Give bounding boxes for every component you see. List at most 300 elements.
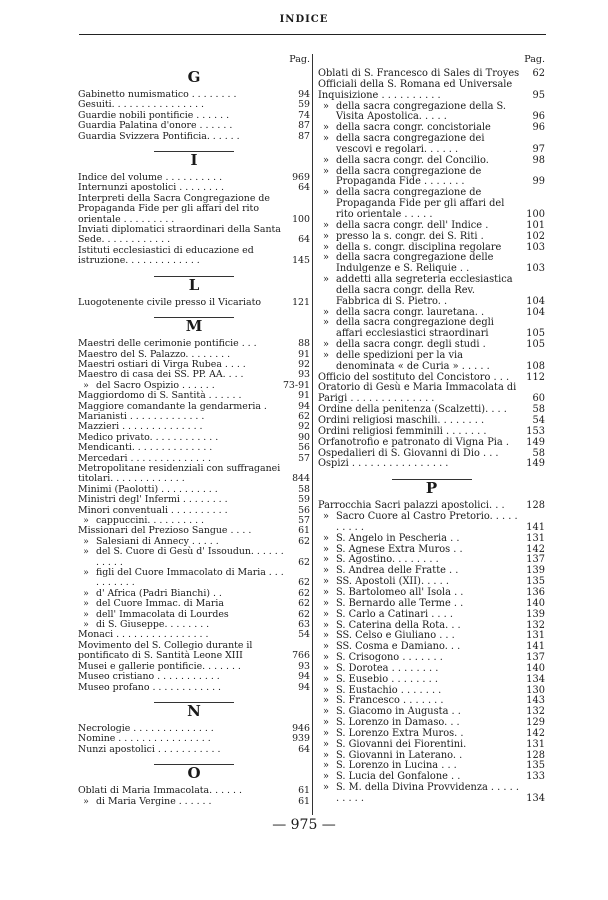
index-entry [78, 683, 310, 693]
section-letter: P [425, 479, 438, 498]
entry-text: di Maria Vergine . . . . . . [96, 795, 212, 807]
entry-page: 132 [526, 706, 545, 718]
entry-text: Museo profano . . . . . . . . . . . . [78, 681, 222, 693]
entry-page: 63 [298, 619, 310, 631]
index-entry [78, 672, 310, 682]
entry-text: SS. Apostoli (XII). . . . . [336, 576, 450, 588]
ditto-mark: » [323, 717, 329, 729]
ditto-mark: » [323, 576, 329, 588]
entry-text: del S. Cuore di Gesù d' Issoudun. . . . . . . . . . . [96, 546, 284, 568]
entry-page: 73-91 [282, 379, 310, 391]
entry-text: Maggiore comandante la gendarmeria . [78, 400, 267, 412]
entry-text: Movimento del S. Collegio durante il pontificato di S. Santità Leone XIII [78, 639, 253, 662]
entry-page: 94 [298, 671, 310, 683]
section-heading [318, 479, 545, 496]
section-letter: N [187, 701, 201, 720]
index-entry [78, 464, 310, 485]
index-entry [318, 102, 545, 124]
entry-page: 139 [526, 608, 545, 620]
index-entry [78, 298, 310, 308]
entry-text: Maggiordomo di S. Santità . . . . . . [78, 390, 242, 402]
entry-page: 104 [526, 295, 545, 307]
entry-text: Mazzieri . . . . . . . . . . . . . . [78, 421, 203, 433]
index-entry [318, 351, 545, 373]
entry-text: S. Angelo in Pescheria . . [336, 532, 460, 544]
ditto-mark: » [323, 511, 329, 523]
entry-page: 153 [526, 425, 545, 437]
entry-text: Ordini religiosi maschili. . . . . . . . [318, 415, 485, 426]
ditto-mark: » [323, 565, 329, 577]
entry-page: 61 [298, 525, 310, 537]
ditto-mark: » [323, 608, 329, 620]
pag-label-left: Pag. [289, 54, 310, 65]
entry-text: Interpreti della Sacra Congregazione de Propaganda Fide per gli affari del rito orientale . . . . . . . . . [78, 192, 270, 225]
entry-text: S. Bernardo alle Terme . . [336, 597, 464, 609]
ditto-mark: » [323, 274, 329, 286]
entry-page: 100 [526, 208, 545, 220]
entry-text: Salesiani di Annecy . . . . . [96, 535, 219, 547]
entry-text: Missionari del Prezioso Sangue . . . . [78, 525, 252, 537]
ditto-mark: » [323, 641, 329, 653]
entry-text: Musei e gallerie pontificie. . . . . . . [78, 660, 241, 672]
entry-page: 939 [292, 733, 310, 745]
entry-page: 64 [298, 182, 310, 194]
index-entry [78, 547, 310, 568]
index-entry [78, 786, 310, 796]
index-entry [318, 512, 545, 534]
entry-page: 64 [298, 743, 310, 755]
index-entry [78, 132, 310, 142]
entry-text: Guardia Palatina d'onore . . . . . . [78, 120, 233, 132]
entry-page: 62 [298, 608, 310, 620]
entry-page: 131 [526, 630, 545, 642]
entry-page: 121 [292, 296, 310, 308]
pag-label-right: Pag. [524, 54, 545, 65]
entry-page: 133 [526, 771, 545, 783]
section-letter: I [190, 151, 198, 170]
entry-text: Guardia Svizzera Pontificia. . . . . . [78, 130, 240, 142]
index-entry [78, 225, 310, 246]
ditto-mark: » [323, 532, 329, 544]
entry-page: 135 [526, 576, 545, 588]
entry-text: S. Lorenzo Extra Muros. . [336, 727, 464, 739]
entry-text: Nomine . . . . . . . . . . . . . . . . [78, 733, 211, 745]
entry-page: 132 [526, 619, 545, 631]
entry-page: 57 [298, 515, 310, 526]
entry-page: 112 [526, 371, 545, 383]
entry-text: Internunzi apostolici . . . . . . . . [78, 182, 224, 194]
entry-text: Officio del sostituto del Concistoro . . . [318, 371, 510, 383]
entry-text: S. Bartolomeo all' Isola . . [336, 586, 464, 598]
entry-text: Minimi (Paolotti) . . . . . . . . . . [78, 483, 218, 495]
ditto-mark: » [83, 515, 89, 526]
entry-text: Maestri ostiari di Virga Rubea . . . . [78, 358, 246, 370]
entry-page: 141 [526, 641, 545, 653]
entry-page: 57 [298, 452, 310, 464]
entry-text: della sacra congr. lauretana. . [336, 306, 485, 318]
ditto-mark: » [323, 662, 329, 674]
index-entry [318, 740, 545, 751]
entry-page: 91 [298, 390, 310, 402]
entry-page: 102 [526, 230, 545, 242]
entry-text: S. Francesco . . . . . . . [336, 695, 444, 707]
entry-text: della sacra congregazione dei vescovi e regolari. . . . . . [336, 133, 485, 155]
entry-page: 94 [298, 400, 310, 412]
entry-page: 136 [526, 586, 545, 598]
ditto-mark: » [323, 230, 329, 242]
entry-page: 62 [298, 587, 310, 599]
entry-page: 58 [532, 447, 545, 459]
ditto-mark: » [323, 695, 329, 707]
column-divider [312, 54, 313, 815]
entry-text: cappuccini. . . . . . . . . . [96, 515, 205, 526]
index-entry [318, 534, 545, 545]
ditto-mark: » [323, 652, 329, 664]
entry-text: della sacra congregazione de Propaganda Fide per gli affari del rito orientale . . . . . [336, 187, 505, 220]
entry-page: 137 [526, 554, 545, 566]
right-column [318, 55, 545, 805]
ditto-mark: » [323, 154, 329, 166]
entry-text: S. Carlo a Catinari . . . . [336, 608, 453, 620]
entry-text: Indice del volume . . . . . . . . . . [78, 172, 223, 184]
entry-text: Oratorio di Gesù e Maria Immacolata di Parigi . . . . . . . . . . . . . . [318, 382, 517, 405]
entry-page: 88 [298, 338, 310, 350]
ditto-mark: » [323, 165, 329, 177]
entry-text: SS. Celso e Giuliano . . . [336, 630, 455, 642]
ditto-mark: » [323, 630, 329, 642]
index-entry [318, 318, 545, 340]
ditto-mark: » [323, 706, 329, 718]
section-letter: L [188, 275, 200, 294]
ditto-mark: » [323, 252, 329, 264]
entry-text: S. Giacomo in Augusta . . [336, 706, 461, 718]
entry-page: 97 [532, 143, 545, 155]
ditto-mark: » [323, 241, 329, 253]
ditto-mark: » [83, 379, 89, 391]
entry-page: 61 [298, 785, 310, 797]
entry-text: Guardie nobili pontificie . . . . . . [78, 109, 230, 121]
entry-page: 59 [298, 99, 310, 111]
entry-page: 64 [298, 234, 310, 246]
entry-page: 134 [526, 673, 545, 685]
entry-text: Metropolitane residenziali con suffraganei titolari. . . . . . . . . . . . . [78, 462, 281, 485]
entry-text: Ministri degl' Infermi . . . . . . . . [78, 494, 228, 506]
entry-text: Necrologie . . . . . . . . . . . . . . [78, 722, 214, 734]
entry-text: della s. congr. disciplina regolare [336, 241, 502, 253]
entry-page: 103 [526, 241, 545, 253]
entry-text: S. M. della Divina Provvidenza . . . . . . . . . . [336, 782, 519, 804]
entry-page: 946 [292, 722, 310, 734]
index-entry [78, 391, 310, 401]
ditto-mark: » [83, 598, 89, 610]
ditto-mark: » [323, 760, 329, 772]
entry-text: S. Agnese Extra Muros . . [336, 543, 463, 555]
index-entry [318, 438, 545, 449]
ditto-mark: » [323, 597, 329, 609]
entry-page: 95 [532, 89, 545, 101]
entry-page: 92 [298, 358, 310, 370]
entry-text: Gesuiti. . . . . . . . . . . . . . . . [78, 99, 205, 111]
ditto-mark: » [323, 317, 329, 329]
entry-text: S. Lorenzo in Lucina . . . [336, 760, 457, 772]
entry-page: 131 [526, 532, 545, 544]
entry-text: S. Eustachio . . . . . . . [336, 684, 442, 696]
section-heading [78, 151, 310, 168]
entry-page: 61 [298, 795, 310, 807]
entry-page: 135 [526, 760, 545, 772]
entry-page: 94 [298, 89, 310, 100]
index-entry [318, 188, 545, 221]
entry-text: Orfanotrofio e patronato di Vigna Pia . [318, 436, 509, 448]
entry-page: 142 [526, 543, 545, 555]
ditto-mark: » [323, 100, 329, 112]
entry-page: 130 [526, 684, 545, 696]
section-heading [78, 69, 310, 85]
index-entry [318, 167, 545, 189]
entry-page: 94 [298, 681, 310, 693]
entry-text: addetti alla segreteria ecclesiastica della sacra congr. della Rev. Fabbrica di S. Pietro. . [336, 274, 513, 307]
index-entry [78, 568, 310, 589]
entry-page: 93 [298, 369, 310, 381]
ditto-mark: » [323, 684, 329, 696]
ditto-mark: » [83, 608, 89, 620]
entry-text: della sacra congr. concistoriale [336, 122, 491, 134]
ditto-mark: » [323, 122, 329, 134]
index-entry [318, 275, 545, 308]
entry-page: 98 [532, 154, 545, 166]
ditto-mark: » [323, 738, 329, 750]
entry-text: presso la s. congr. dei S. Riti . [336, 230, 484, 242]
section-heading [78, 276, 310, 293]
entry-text: S. Andrea delle Fratte . . [336, 565, 459, 577]
entry-page: 103 [526, 263, 545, 275]
ditto-mark: » [323, 349, 329, 361]
ditto-mark: » [323, 543, 329, 555]
index-entry [78, 443, 310, 453]
entry-text: della sacra congr. degli studi . [336, 339, 486, 351]
entry-page: 104 [526, 306, 545, 318]
entry-text: Oblati di S. Francesco di Sales di Troyes [318, 68, 520, 79]
entry-text: Minori conventuali . . . . . . . . . . [78, 504, 228, 516]
ditto-mark: » [323, 133, 329, 145]
index-entry [318, 156, 545, 167]
entry-page: 58 [532, 404, 545, 416]
entry-text: figli del Cuore Immacolato di Maria . . . . . . . . . . [96, 567, 284, 589]
entry-page: 134 [526, 793, 545, 804]
running-header: INDICE [279, 14, 329, 25]
entry-page: 54 [532, 415, 545, 426]
entry-page: 105 [526, 328, 545, 340]
entry-page: 766 [292, 650, 310, 662]
index-entry [318, 134, 545, 156]
entry-text: Officiali della S. Romana ed Universale Inquisizione . . . . . . . . . . [318, 78, 513, 101]
entry-page: 93 [298, 660, 310, 672]
entry-page: 90 [298, 431, 310, 443]
entry-text: Medico privato. . . . . . . . . . . . [78, 431, 219, 443]
ditto-mark: » [323, 673, 329, 685]
entry-page: 96 [532, 122, 545, 134]
entry-page: 137 [526, 652, 545, 664]
entry-page: 62 [298, 410, 310, 422]
index-entry [318, 232, 545, 243]
entry-page: 62 [298, 535, 310, 547]
ditto-mark: » [323, 187, 329, 199]
entry-text: del Sacro Ospizio . . . . . . [96, 379, 215, 391]
entry-text: S. Caterina della Rota. . . [336, 619, 461, 631]
entry-text: del Cuore Immac. di Maria [96, 598, 224, 610]
entry-page: 143 [526, 695, 545, 707]
entry-text: della sacra congr. del Concilio. [336, 154, 489, 166]
entry-text: Luogotenente civile presso il Vicariato [78, 296, 262, 308]
entry-text: Parrocchia Sacri palazzi apostolici. . . [318, 500, 505, 512]
index-entry [318, 783, 545, 805]
index-entry [78, 641, 310, 662]
entry-page: 62 [298, 598, 310, 610]
entry-page: 128 [526, 500, 545, 512]
entry-text: Sacro Cuore al Castro Pretorio. . . . . . . . . . [336, 511, 518, 533]
entry-page: 74 [298, 109, 310, 121]
header-rule [79, 34, 546, 35]
entry-page: 128 [526, 749, 545, 761]
entry-page: 62 [298, 577, 310, 589]
left-column [78, 55, 310, 807]
index-entry [78, 797, 310, 807]
entry-page: 141 [526, 521, 545, 533]
entry-page: 54 [298, 629, 310, 641]
entry-page: 140 [526, 597, 545, 609]
entry-text: S. Lorenzo in Damaso. . . [336, 717, 460, 729]
entry-page: 87 [298, 120, 310, 132]
entry-page: 108 [526, 360, 545, 372]
entry-text: S. Crisogono . . . . . . . [336, 652, 443, 664]
entry-page: 139 [526, 565, 545, 577]
entry-page: 96 [532, 111, 545, 123]
entry-text: Mercedari . . . . . . . . . . . . . . [78, 452, 211, 464]
entry-page: 105 [526, 339, 545, 351]
entry-page: 100 [292, 213, 310, 225]
entry-text: S. Eusebio . . . . . . . . [336, 673, 439, 685]
entry-text: Ordini religiosi femminili . . . . . . . [318, 425, 487, 437]
section-letter: G [187, 68, 201, 86]
ditto-mark: » [83, 619, 89, 631]
entry-page: 131 [526, 738, 545, 750]
page-number: — 975 — [272, 817, 336, 833]
index-entry [318, 253, 545, 275]
ditto-mark: » [323, 771, 329, 783]
entry-text: della sacra congr. dell' Indice . [336, 219, 489, 231]
section-letter: O [187, 764, 201, 783]
ditto-mark: » [323, 727, 329, 739]
entry-page: 91 [298, 348, 310, 360]
entry-page: 149 [526, 436, 545, 448]
entry-page: 56 [298, 442, 310, 454]
entry-text: Maestri delle cerimonie pontificie . . . [78, 338, 257, 350]
entry-text: della sacra congregazione de Propaganda Fide . . . . . . . [336, 165, 482, 188]
entry-page: 140 [526, 662, 545, 674]
ditto-mark: » [323, 749, 329, 761]
entry-text: della sacra congregazione degli affari ecclesiastici straordinari [336, 317, 494, 340]
entry-text: Marianisti . . . . . . . . . . . . . [78, 410, 205, 422]
ditto-mark: » [83, 795, 89, 807]
entry-text: S. Giovanni in Laterano. . [336, 749, 463, 761]
entry-text: S. Agostino. . . . . . . . [336, 554, 439, 566]
entry-text: SS. Cosma e Damiano. . . [336, 641, 461, 653]
entry-text: Istituti ecclesiastici di educazione ed istruzione. . . . . . . . . . . . . [78, 244, 254, 267]
entry-text: S. Giovanni dei Fiorentini. [336, 738, 467, 750]
entry-page: 145 [292, 255, 310, 267]
section-heading [78, 764, 310, 781]
ditto-mark: » [83, 535, 89, 547]
entry-text: dell' Immacolata di Lourdes [96, 608, 229, 620]
entry-text: Maestro del S. Palazzo. . . . . . . . [78, 348, 231, 360]
entry-text: d' Africa (Padri Bianchi) . . [96, 587, 222, 599]
entry-text: Maestro di casa dei SS. PP. AA. . . . [78, 369, 244, 381]
ditto-mark: » [323, 306, 329, 318]
entry-text: S. Lucia del Gonfalone . . [336, 771, 461, 783]
entry-text: della sacra congregazione della S. Visita Apostolica. . . . . [336, 100, 507, 123]
entry-page: 844 [292, 473, 310, 485]
ditto-mark: » [323, 339, 329, 351]
ditto-mark: » [83, 546, 89, 558]
index-entry [318, 383, 545, 405]
entry-page: 58 [298, 483, 310, 495]
entry-page: 149 [526, 458, 545, 470]
section-heading [78, 702, 310, 719]
entry-text: della sacra congregazione delle Indulgenze e S. Reliquie . . [336, 252, 494, 275]
ditto-mark: » [83, 587, 89, 599]
entry-text: delle spedizioni per la via denominata « de Curia » . . . . . [336, 349, 490, 372]
index-entry [78, 246, 310, 267]
index-entry [78, 194, 310, 225]
entry-text: Gabinetto numismatico . . . . . . . . [78, 89, 237, 100]
entry-text: S. Dorotea . . . . . . . . [336, 662, 439, 674]
entry-text: Oblati di Maria Immacolata. . . . . . [78, 785, 242, 797]
index-entry [318, 459, 545, 470]
entry-page: 60 [532, 393, 545, 405]
entry-page: 142 [526, 727, 545, 739]
section-heading [78, 317, 310, 334]
entry-page: 969 [292, 172, 310, 184]
entry-page: 59 [298, 494, 310, 506]
entry-page: 56 [298, 504, 310, 516]
ditto-mark: » [323, 586, 329, 598]
ditto-mark: » [83, 567, 89, 579]
entry-text: Ospedalieri di S. Giovanni di Dio . . . [318, 447, 499, 459]
index-entry [318, 675, 545, 686]
index-entry [78, 745, 310, 755]
entry-page: 62 [532, 68, 545, 79]
index-entry [318, 80, 545, 102]
entry-page: 87 [298, 130, 310, 142]
entry-page: 99 [532, 176, 545, 188]
entry-text: di S. Giuseppe. . . . . . . . [96, 619, 210, 631]
entry-text: Museo cristiano . . . . . . . . . . . [78, 671, 220, 683]
entry-page: 129 [526, 717, 545, 729]
index-entry [78, 339, 310, 349]
section-letter: M [185, 317, 203, 336]
entry-page: 62 [298, 556, 310, 568]
ditto-mark: » [323, 554, 329, 566]
entry-page: 92 [298, 421, 310, 433]
ditto-mark: » [323, 619, 329, 631]
entry-text: Inviati diplomatici straordinari della Santa Sede. . . . . . . . . . . . [78, 224, 281, 246]
entry-page: 101 [526, 219, 545, 231]
entry-text: Nunzi apostolici . . . . . . . . . . . [78, 743, 221, 755]
entry-text: Mendicanti. . . . . . . . . . . . . . [78, 442, 213, 454]
ditto-mark: » [323, 782, 329, 794]
entry-text: Ordine della penitenza (Scalzetti). . . . [318, 404, 507, 416]
ditto-mark: » [323, 219, 329, 231]
